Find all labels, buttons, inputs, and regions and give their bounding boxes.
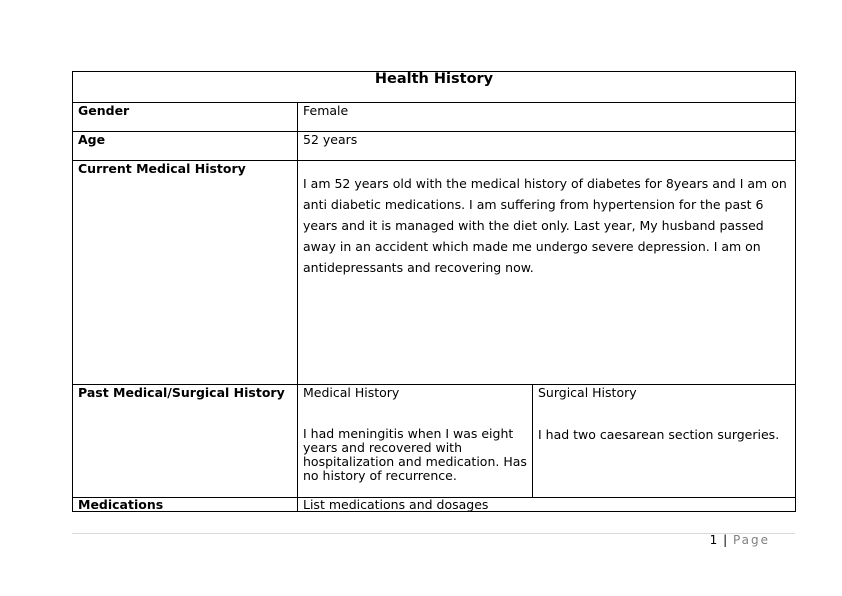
medical-history-heading: Medical History	[303, 385, 400, 400]
current-medical-history-label: Current Medical History	[73, 161, 298, 385]
title-row	[73, 72, 796, 103]
medical-history-cell	[298, 385, 533, 498]
current-medical-history-text: I am 52 years old with the medical history of diabetes for 8years and I am on anti diabetic medications. I am suffering from hypertension for the past 6 years and it is managed with the diet only. Last year, My husband passed away in an accident which made me undergo severe depression. I am on antidepressants and recovering now.	[303, 176, 787, 275]
past-history-label: Past Medical/Surgical History	[73, 385, 298, 498]
gender-row	[73, 103, 796, 132]
surgical-history-heading: Surgical History	[538, 385, 637, 400]
age-label: Age	[73, 132, 298, 161]
medications-row	[73, 498, 796, 512]
page-number: 1	[709, 533, 718, 547]
footer-separator: |	[723, 533, 728, 547]
age-value: 52 years	[298, 132, 796, 161]
age-row	[73, 132, 796, 161]
medical-history-text: I had meningitis when I was eight years and recovered with hospitalization and medication. Has no history of recurrence.	[303, 426, 527, 483]
surgical-history-cell	[533, 385, 796, 498]
current-medical-history-row	[73, 161, 796, 385]
table-title: Health History	[73, 72, 796, 103]
health-history-table	[72, 71, 796, 512]
surgical-history-text: I had two caesarean section surgeries.	[538, 427, 780, 442]
gender-label: Gender	[73, 103, 298, 132]
medications-value: List medications and dosages	[298, 498, 796, 512]
medications-label: Medications	[73, 498, 298, 512]
current-medical-history-cell	[298, 161, 796, 385]
page-label: Page	[732, 533, 770, 547]
gender-value: Female	[298, 103, 796, 132]
past-history-row	[73, 385, 796, 498]
page-footer	[710, 533, 770, 548]
footer-divider	[72, 533, 795, 534]
